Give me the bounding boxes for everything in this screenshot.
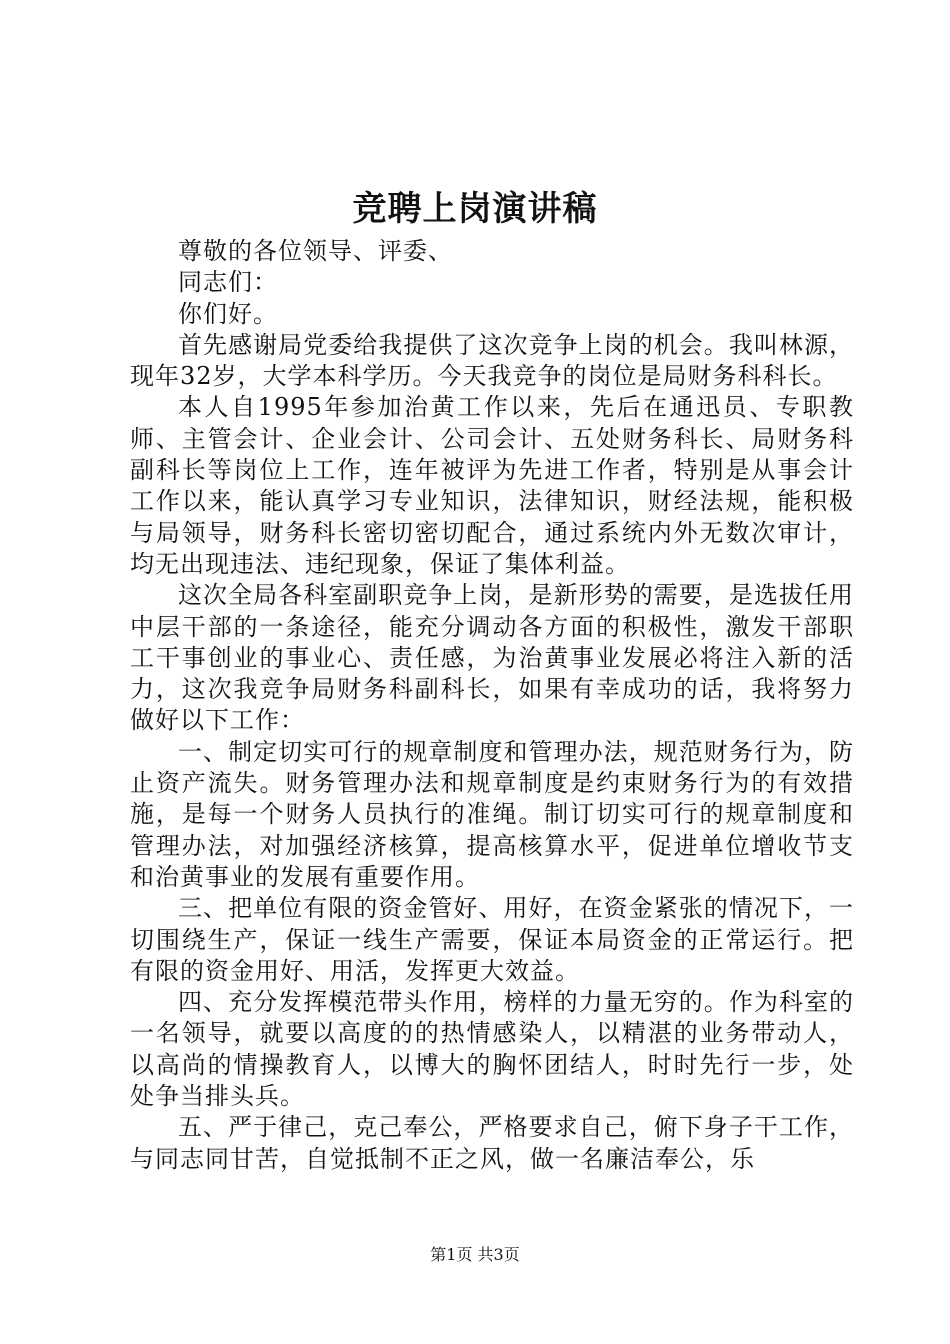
paragraph-motivation: 这次全局各科室副职竞争上岗，是新形势的需要，是选拔任用中层干部的一条途径，能充分调动各方面的积极性，激发干部职工干事创业的事业心、责任感，为治黄事业发展必将注入新的活力，这次我竞争局财务科副科长，如果有幸成功的话，我将努力做好以下工作： — [130, 581, 854, 735]
page-number-footer: 第1页 共3页 — [430, 1245, 520, 1264]
salutation-line-2: 同志们： — [178, 268, 278, 297]
paragraph-plan-4: 四、充分发挥模范带头作用，榜样的力量无穷的。作为科室的一名领导，就要以高度的的热情感染人，以精湛的业务带动人，以高尚的情操教育人，以博大的胸怀团结人，时时先行一步，处处争当排头兵。 — [130, 988, 854, 1111]
document-body — [130, 236, 854, 1175]
paragraph-plan-5: 五、严于律己，克己奉公，严格要求自己，俯下身子干工作，与同志同甘苦，自觉抵制不正之风，做一名廉洁奉公，乐 — [130, 1113, 854, 1173]
document-title: 竞聘上岗演讲稿 — [352, 189, 598, 229]
salutation-line-1: 尊敬的各位领导、评委、 — [178, 237, 453, 265]
paragraph-plan-3: 三、把单位有限的资金管好、用好，在资金紧张的情况下，一切围绕生产，保证一线生产需要，保证本局资金的正常运行。把有限的资金用好、用活，发挥更大效益。 — [130, 894, 854, 985]
greeting-line: 你们好。 — [178, 299, 278, 328]
paragraph-introduction: 首先感谢局党委给我提供了这次竞争上岗的机会。我叫林源，现年32岁，大学本科学历。今天我竞争的岗位是局财务科科长。 — [130, 330, 854, 391]
paragraph-experience: 本人自1995年参加治黄工作以来，先后在通迅员、专职教师、主管会计、企业会计、公司会计、五处财务科长、局财务科副科长等岗位上工作，连年被评为先进工作者，特别是从事会计工作以来，能认真学习专业知识，法律知识，财经法规，能积极与局领导，财务科长密切密切配合，通过系统内外无数次审计，均无出现违法、违纪现象，保证了集体利益。 — [130, 393, 854, 578]
paragraph-plan-1: 一、制定切实可行的规章制度和管理办法，规范财务行为，防止资产流失。财务管理办法和规章制度是约束财务行为的有效措施，是每一个财务人员执行的准绳。制订切实可行的规章制度和管理办法，对加强经济核算，提高核算水平，促进单位增收节支和治黄事业的发展有重要作用。 — [130, 737, 854, 891]
